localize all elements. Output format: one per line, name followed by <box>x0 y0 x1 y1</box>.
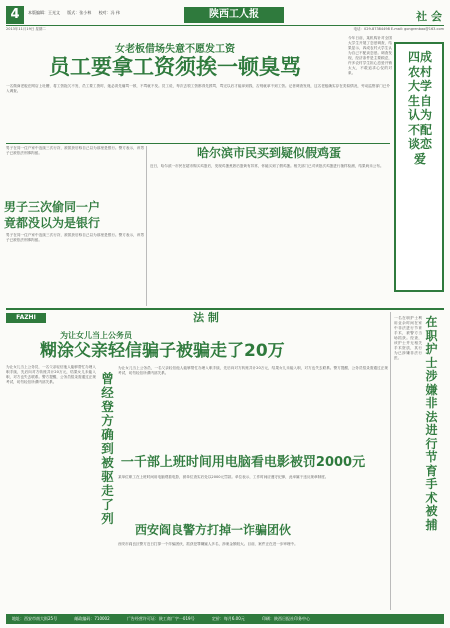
lower-headline-2: 一千部上班时间用电脑看电影被罚2000元 <box>120 455 366 470</box>
right-vertical-headline: 在职护士涉嫌非法进行节育手术被捕 <box>425 315 438 532</box>
top-story-headline: 员工要拿工资须挨一顿臭骂 <box>49 55 301 79</box>
lower-body-3: 西安市阎良区警方近日打掉一个诈骗团伙，抓获犯罪嫌疑人多名，涉案金额较大。目前，案件正在进一步审理中。 <box>118 542 298 546</box>
top-story-body: 一名微商老板在网店上吐槽，将工资拖欠不发、员工要工资时，她必须先痛骂一顿，不骂就不发。员工说，每次去领工资都得先挨骂，骂完以后才能拿到钱，否则就拿不到工资。记者调查发现，这名老板确实存在类似情况，劳动监察部门已介入调查。 <box>6 84 390 93</box>
lower-headline: 糊涂父亲轻信骗子被骗走了20万 <box>40 341 285 361</box>
footer-address: 地址：西安市南大街25号 <box>12 616 58 621</box>
mid-story-body: 近日，哈尔滨一市民在超市购买鸡蛋后，发现鸡蛋煮熟后蛋黄有异常，怀疑买到了假鸡蛋。相关部门已对该批次鸡蛋进行抽样检测，结果尚未公布。 <box>150 164 384 168</box>
section-divider <box>6 308 444 310</box>
contact-line: 电话：029-87384498 E-mail: gongrenbao@163.com <box>353 27 444 31</box>
footer-printer: 印刷：陕西日报社印务中心 <box>262 616 311 621</box>
column-rule <box>146 146 147 306</box>
side-banner <box>394 42 444 292</box>
footer-postcode: 邮政编码：710002 <box>74 616 110 621</box>
page-header <box>6 6 444 26</box>
layout-credit: 版式：张小林 <box>67 10 92 15</box>
lower-left-body: 为让女儿当上公务员，一名父亲轻信他人能够帮忙办理入职手续，先后向对方转账共计20万元，结果女儿未能入职，对方也失去联系。警方提醒，公务员招录需通过正规考试，切勿轻信所谓内部关系。 <box>6 365 96 384</box>
left-story-body: 男子在同一住户家中连续三次行窃，被抓获后称自己以为那里是银行。警方表示，该男子已被依法刑事拘留。 <box>6 233 144 242</box>
side-banner-body: 今年日前，某机构针对全国大学生开展了恋爱调查，结果显示，四成农村大学生认为自己不配谈恋爱。调查发现，经济条件是主要顾虑，许多农村学生担心恋爱开销太大，不敢追求心仪的对象。 <box>348 36 392 75</box>
right-column-body: 一名在职护士利用业余时间在家中非法进行节育手术，被警方当场抓获。经查，该护士并无相关手术资质，其行为已涉嫌非法行医。 <box>394 316 422 360</box>
lower-headline-3: 西安阎良警方打掉一诈骗团伙 <box>134 523 291 537</box>
lower-main-body: 为让女儿当上公务员，一名父亲轻信他人能够帮忙办理入职手续，先后向对方转账共计20万元，结果女儿未能入职，对方也失去联系。警方提醒，公务员招录需通过正规考试，切勿轻信所谓内部关系。 <box>118 366 388 375</box>
side-banner-headline: 四成农村大学生自认为不配谈恋爱 <box>407 50 432 166</box>
mid-story-headline: 哈尔滨市民买到疑似假鸡蛋 <box>196 146 341 160</box>
footer-price: 定价：每月6.00元 <box>211 616 245 621</box>
footer-license: 广告经营许可证：陕工商广字一019号 <box>126 616 195 621</box>
right-column-rule <box>390 312 391 610</box>
header-subline <box>6 27 444 33</box>
lower-kicker: 为让女儿当上公务员 <box>60 331 132 340</box>
left-story-intro: 男子在同一住户家中连续三次行窃，被抓获后称自己以为那里是银行。警方表示，该男子已被依法刑事拘留。 <box>6 146 144 155</box>
left-story-headline-2: 竟都没以为是银行 <box>4 216 101 230</box>
lower-vertical-headline: 曾经登方确到被驱走了列 <box>101 371 114 526</box>
page-number: 4 <box>6 6 24 24</box>
editor-meta <box>28 10 126 16</box>
divider <box>6 143 390 144</box>
page-footer <box>6 614 444 624</box>
section-title: 社 会 <box>416 10 442 23</box>
top-story-kicker: 女老板借场失意不愿发工资 <box>115 44 235 55</box>
lower-section-title: 法 制 <box>193 311 219 324</box>
left-story-headline-1: 男子三次偷同一户 <box>4 200 101 214</box>
editor-credit: 本版编辑：王光文 <box>28 10 60 15</box>
lower-body-2: 某单位职工在上班时间用电脑观看电影，被单位查实后处以2000元罚款。单位表示，工作时间应遵守纪律，此举属于违反规章制度。 <box>118 475 329 479</box>
proof-credit: 校对：冯 伟 <box>98 10 120 15</box>
masthead: 陕西工人报 <box>184 7 284 23</box>
date-line: 2013年11月19日 星期二 <box>6 27 46 31</box>
section-tag: FAZHI <box>6 313 46 323</box>
